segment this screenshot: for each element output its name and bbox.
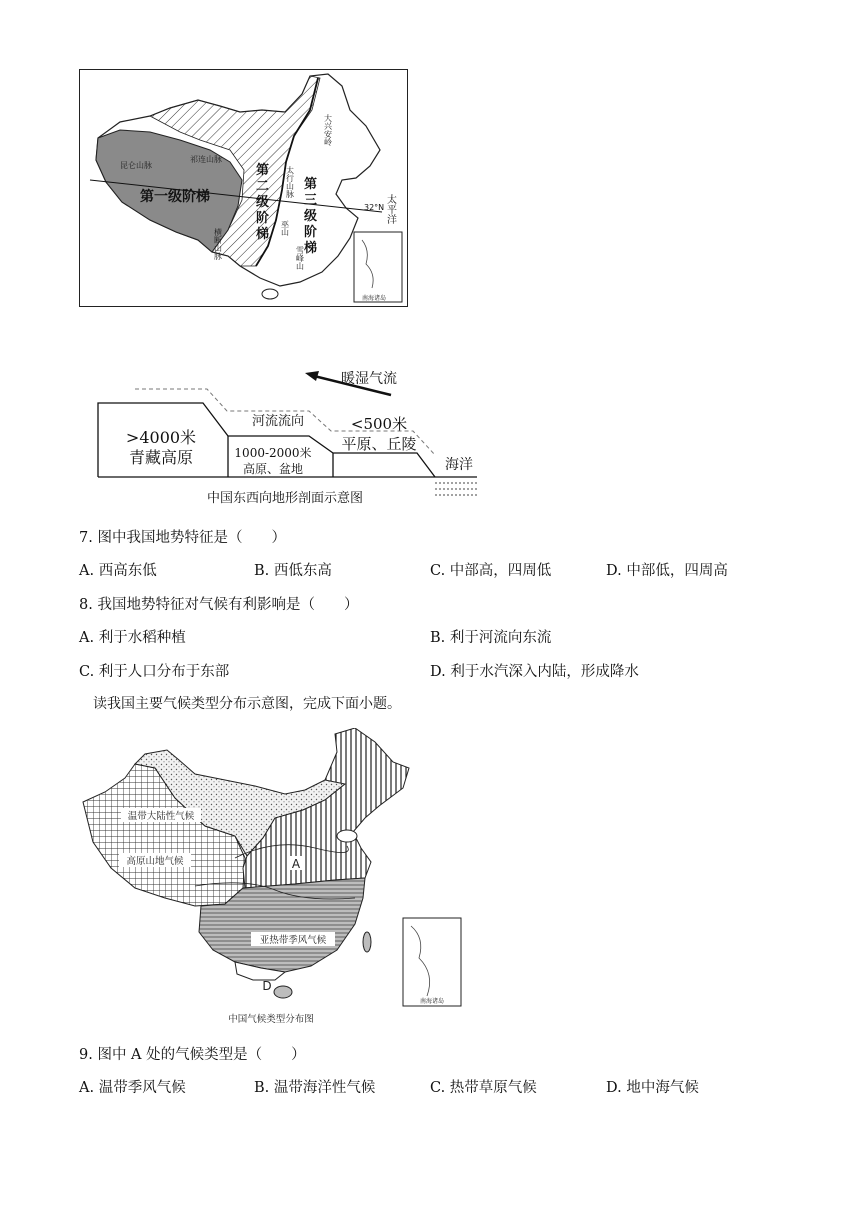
step2-char-4: 阶 <box>256 211 270 226</box>
question-8-stem: 8. 我国地势特征对气候有利影响是（ ） <box>79 597 359 613</box>
question-9-option-c: C. 热带草原气候 <box>430 1080 537 1096</box>
question-7-option-c: C. 中部高，四周低 <box>430 563 552 579</box>
airflow-arrow-icon <box>305 371 319 381</box>
pacific-label: 太平洋 <box>384 194 396 224</box>
step3-char-3: 级 <box>304 209 318 224</box>
step2-char-5: 梯 <box>256 227 270 242</box>
point-d-label: D <box>262 979 272 993</box>
question-9-option-d: D. 地中海气候 <box>606 1080 699 1096</box>
question-8-option-d: D. 利于水汽深入内陆，形成降水 <box>430 664 639 680</box>
question-7-option-b: B. 西低东高 <box>254 563 332 579</box>
inset-label: 南海诸岛 <box>361 295 387 302</box>
latitude-label: 32°N <box>364 203 385 212</box>
step1-label: 第一级阶梯 <box>140 189 210 205</box>
wushan-label: 巫山 <box>280 220 290 236</box>
step2-char-1: 第 <box>256 163 270 178</box>
profile-caption: 中国东西向地形剖面示意图 <box>206 491 364 506</box>
hengduan-label: 横断山脉 <box>213 228 223 260</box>
plateau-climate-label: 高原山地气候 <box>126 856 184 867</box>
question-9-option-b: B. 温带海洋性气候 <box>254 1080 376 1096</box>
step2-name: 高原、盆地 <box>242 462 304 476</box>
question-9-option-a: A. 温带季风气候 <box>79 1080 186 1096</box>
river-label: 河流流向 <box>251 414 305 429</box>
kunlun-label: 昆仑山脉 <box>120 161 152 170</box>
question-7-option-a: A. 西高东低 <box>79 563 157 579</box>
step3-height: <500米 <box>350 415 408 433</box>
question-8-option-b: B. 利于河流向东流 <box>430 630 552 646</box>
question-8-option-c: C. 利于人口分布于东部 <box>79 664 230 680</box>
temperate-continental-label: 温带大陆性气候 <box>127 811 195 822</box>
airflow-label: 暖湿气流 <box>341 371 397 387</box>
point-a-label: A <box>291 857 301 871</box>
step3-char-4: 阶 <box>304 225 318 240</box>
step3-name: 平原、丘陵 <box>341 435 417 453</box>
subtropical-label: 亚热带季风气候 <box>259 935 327 946</box>
xuefeng-label: 雪峰山 <box>295 246 305 270</box>
climate-types-map <box>75 728 470 1028</box>
question-8-option-a: A. 利于水稻种植 <box>79 630 186 646</box>
question-7-stem: 7. 图中我国地势特征是（ ） <box>79 530 286 546</box>
question-9-stem: 9. 图中 A 处的气候类型是（ ） <box>79 1047 306 1063</box>
sea-label: 海洋 <box>445 457 473 473</box>
question-7-option-d: D. 中部低，四周高 <box>606 563 728 579</box>
step3-char-5: 梯 <box>304 241 318 256</box>
climate-inset-label: 南海诸岛 <box>419 998 445 1005</box>
taihang-label: 太行山脉 <box>285 166 295 198</box>
reading-intro: 读我国主要气候类型分布示意图，完成下面小题。 <box>93 696 401 712</box>
terrain-profile-diagram <box>95 365 485 510</box>
step2-char-2: 二 <box>256 179 270 194</box>
terrain-steps-map <box>79 69 408 307</box>
step2-char-3: 级 <box>256 195 270 210</box>
step3-char-1: 第 <box>304 177 318 192</box>
step2-height: 1000-2000米 <box>234 446 312 460</box>
step1-name: 青藏高原 <box>128 448 194 467</box>
climate-map-caption: 中国气候类型分布图 <box>228 1014 314 1025</box>
step3-char-2: 三 <box>304 193 318 208</box>
qilian-label: 祁连山脉 <box>190 155 222 164</box>
daxinganling-label: 大兴安岭 <box>323 114 333 146</box>
step1-height: >4000米 <box>125 428 197 447</box>
